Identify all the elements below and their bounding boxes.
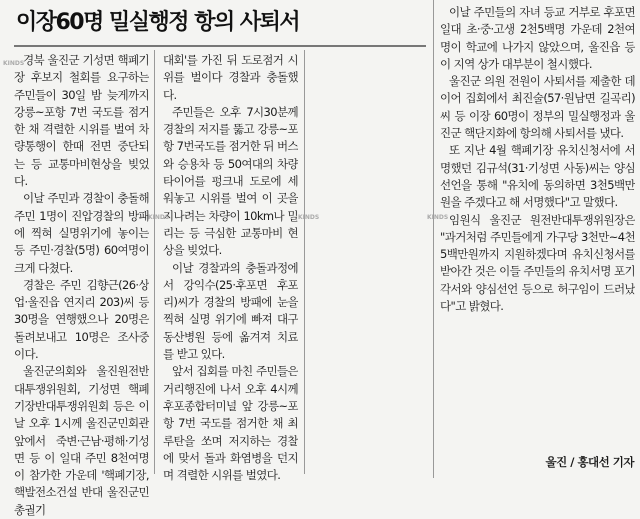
- paragraph: 울진군의회와 울진원전반대투쟁위원회, 기성면 핵폐기장반대투쟁위원회 등은 이날 오후 1시께 울진군민회관 앞에서 죽변·근남·평해·기성면 등 이 일대 주민 8천여명이 참가한 가운데 '핵폐기장, 핵발전소건설 반대 울진군민 총궐기: [14, 364, 149, 517]
- column-divider: [304, 50, 305, 474]
- paragraph: 임원식 울진군 원전반대투쟁위원장은 "과거처럼 주민들에게 가구당 3천만~4천5백만원까지 지원하겠다며 유치신청서를 받아간 것은 이들 주민들의 유치서명 포기각서와 양심선언 등으로 허구임이 드러났다"고 밝혔다.: [440, 212, 635, 314]
- paragraph: 이날 주민과 경찰이 충돌해 주민 1명이 진압경찰의 방패에 찍혀 실명위기에 놓이는 등 주민·경찰(5명) 60여명이 크게 다쳤다.: [14, 191, 149, 275]
- paragraph: 이날 주민들의 자녀 등교 거부로 후포면 일대 초·중·고생 2천5백명 가운데 2천여명이 학교에 나가지 않았으며, 울진읍 등 이 지역 상가 대부분이 철시했다.: [440, 5, 635, 71]
- article-column-3: [440, 4, 635, 450]
- paragraph: 이날 경찰과의 충돌과정에서 강익수(25·후포면 후포리)씨가 경찰의 방패에 눈을 찍혀 실명 위기에 빠져 대구 동산병원 등에 옮겨져 치료를 받고 있다.: [163, 260, 298, 362]
- article-column-2: [163, 52, 298, 484]
- watermark: KINDS: [298, 214, 320, 221]
- paragraph: 앞서 집회를 마친 주민들은 거리행진에 나서 오후 4시께 후포종합터미널 앞 강릉~포항 7번 국도를 점거한 채 최루탄을 쏘며 저지하는 경찰에 맞서 돌과 화염병을 던지며 격렬한 시위를 벌였다.: [163, 364, 298, 483]
- paragraph: 대회'를 가진 뒤 도로점거 시위를 벌이다 경찰과 충돌했다.: [163, 53, 298, 102]
- paragraph: 또 지난 4월 핵폐기장 유치신청서에 서명했던 김규석(31·기성면 사동)씨는 양심선언을 통해 "유치에 동의하면 3천5백만원을 주겠다고 해 서명했다"고 말했다.: [440, 143, 635, 210]
- watermark: KINDS: [148, 214, 170, 221]
- column-divider: [154, 50, 155, 474]
- watermark: KINDS: [3, 60, 25, 67]
- column-divider: [433, 0, 434, 478]
- headline-rule: [14, 45, 426, 47]
- paragraph: 주민들은 오후 7시30분께 경찰의 저지를 뚫고 강릉~포항 7번국도를 점거한 뒤 버스와 승용차 등 50여대의 차량 타이어를 펑크내 도로에 세워놓고 시위를 벌여 이 곳을 지나려는 차량이 10km나 밀리는 등 극심한 교통마비 현상을 빚었다.: [163, 104, 298, 258]
- paragraph: 경찰은 주민 김향근(26·상업·울진읍 연지리 203)씨 등 30명을 연행했으나 20명은 돌려보내고 10명은 조사중이다.: [14, 277, 149, 362]
- paragraph: 경북 울진군 기성면 핵폐기장 후보지 철회를 요구하는 주민들이 30일 밤 늦게까지 강릉~포항 7번 국도를 점거한 채 격렬한 시위를 벌여 차량통행이 한때 전면 중단되는 등 교통마비현상을 빚었다.: [14, 53, 149, 189]
- paragraph: 울진군 의원 전원이 사퇴서를 제출한 데 이어 집회에서 최진술(57·원남면 길곡리)씨 등 이장 60명이 정부의 밀실행정과 울진군 핵단지화에 항의해 사퇴서를 냈다.: [440, 74, 635, 141]
- headline: 이장60명 밀실행정 항의 사퇴서: [16, 10, 300, 35]
- byline: 울진 / 홍대선 기자: [545, 455, 634, 469]
- article-column-1: [14, 52, 149, 519]
- watermark: KINDS: [427, 214, 449, 221]
